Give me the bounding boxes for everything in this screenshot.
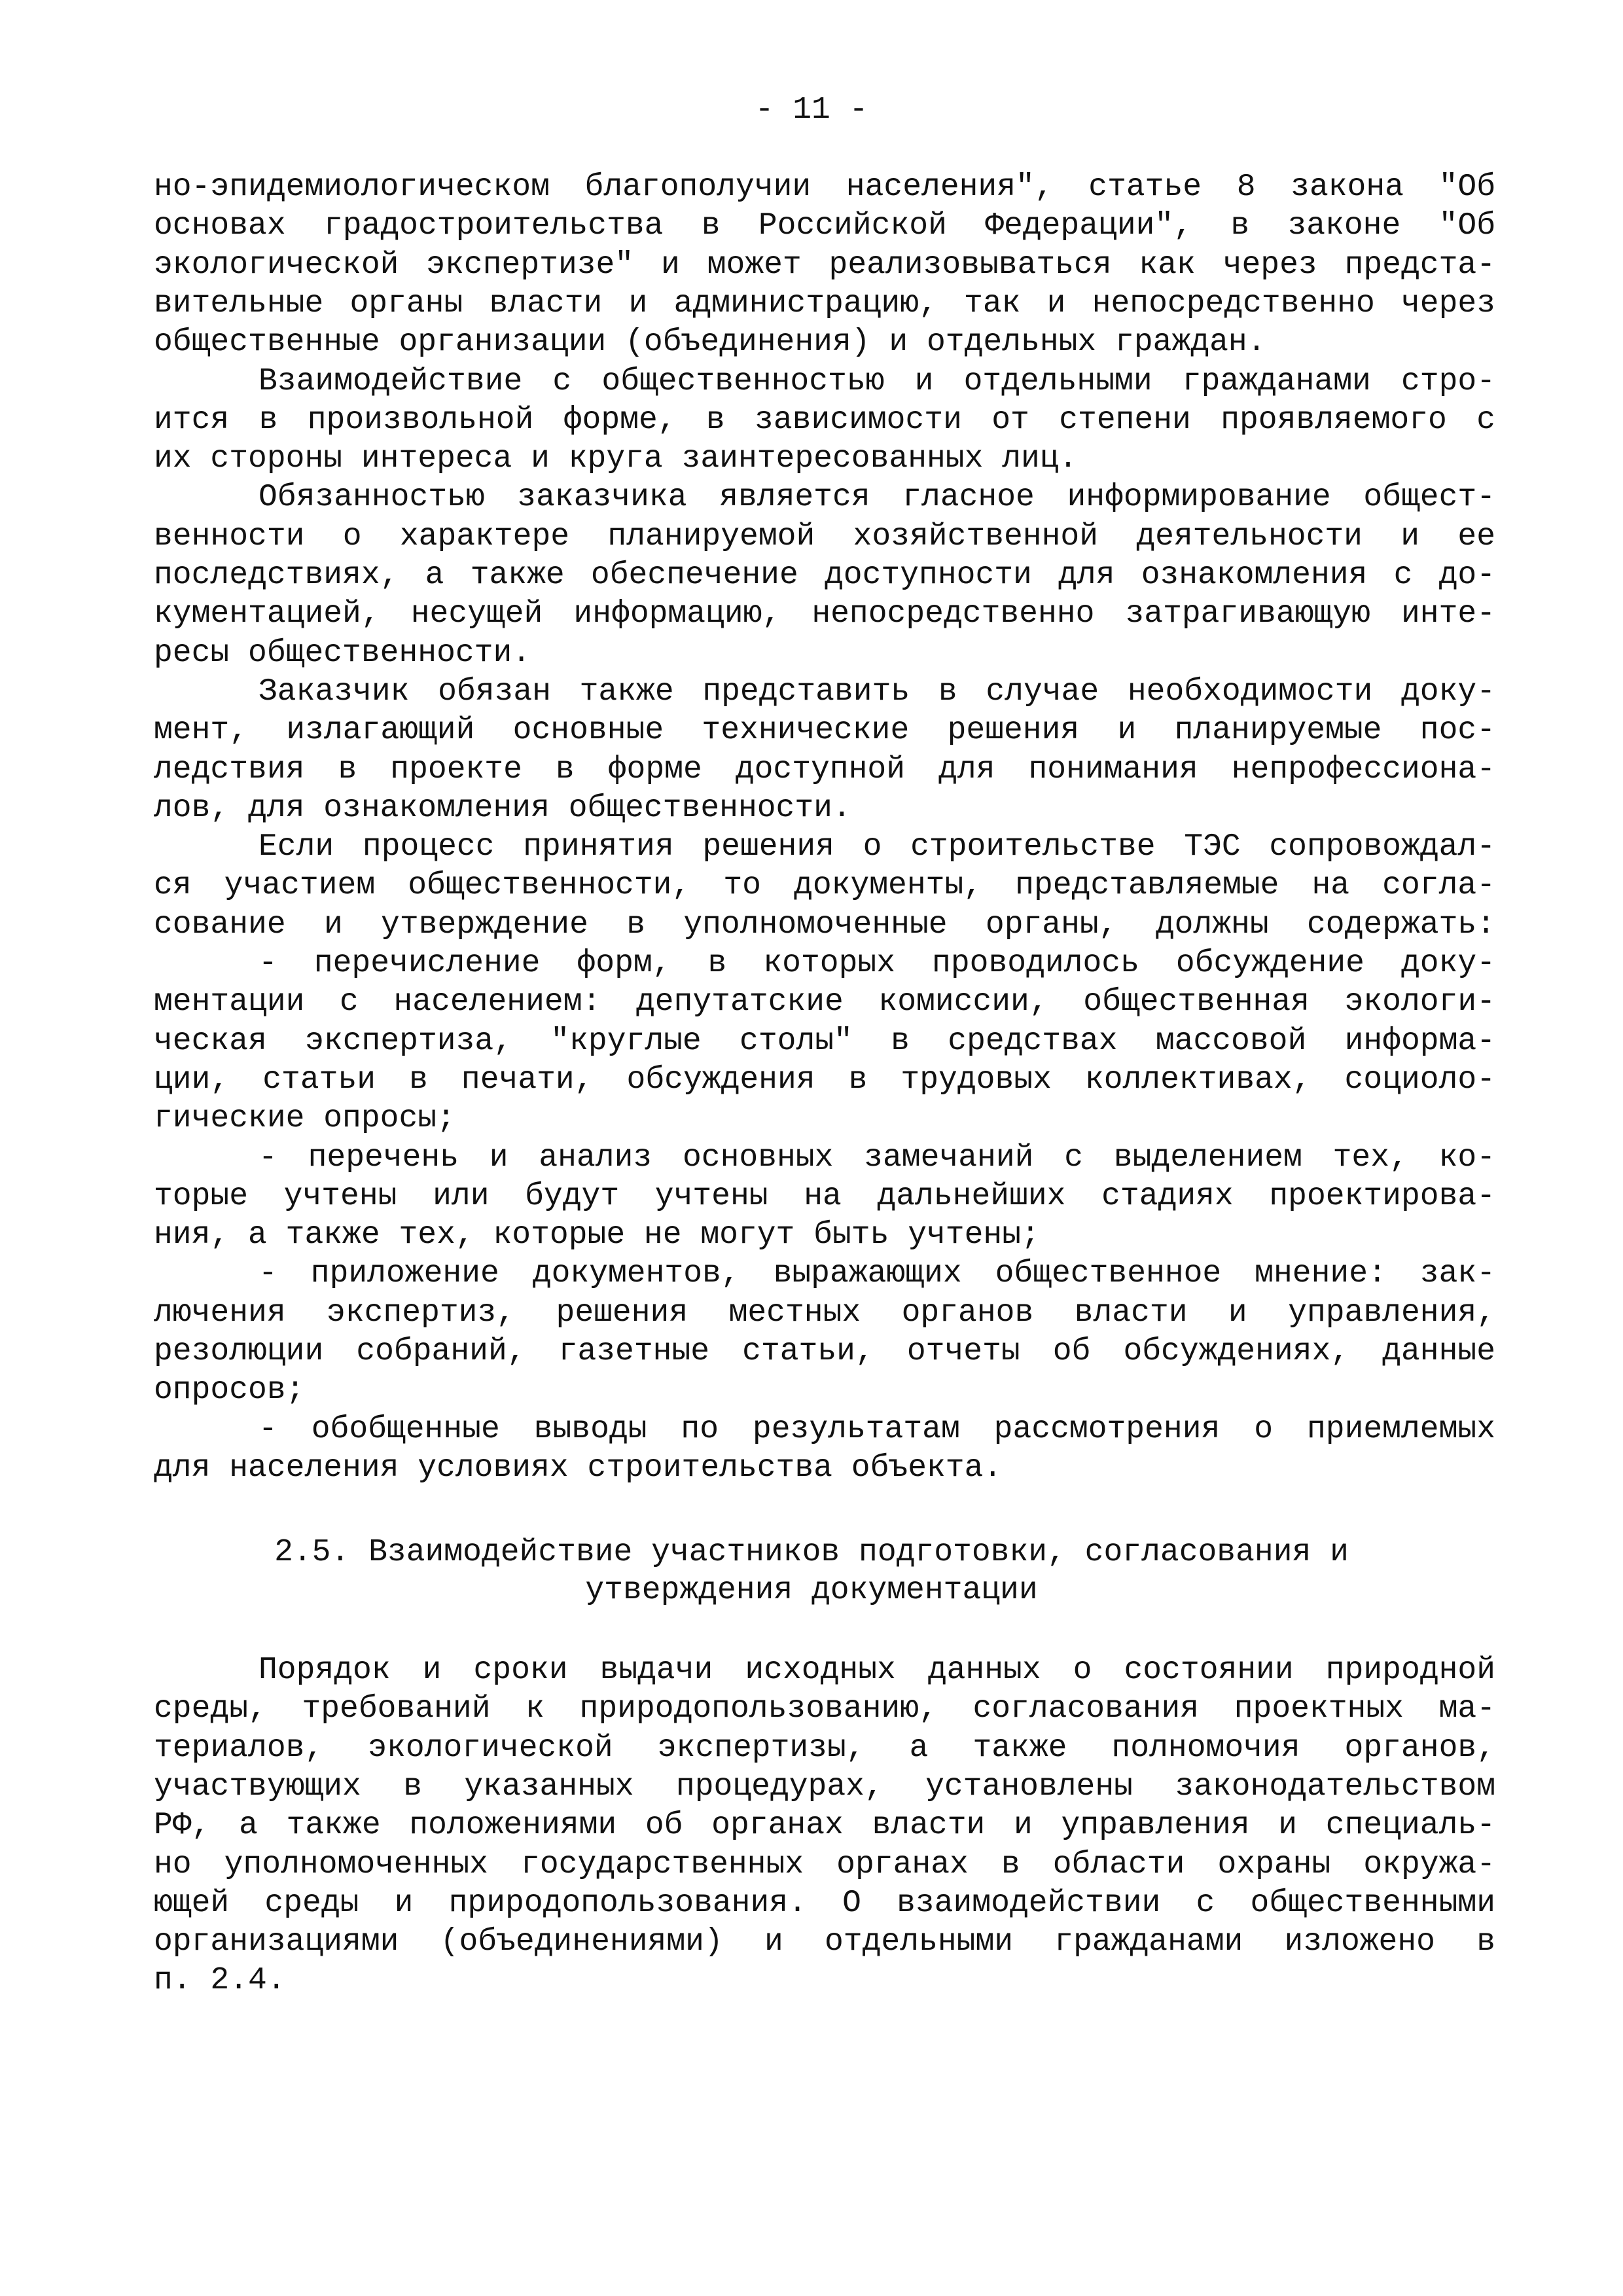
text-line: - приложение документов, выражающих общественное мнение: зак- (259, 1256, 1495, 1292)
text-line: опросов; (154, 1372, 305, 1408)
text-line: последствиях, а также обеспечение доступности для ознакомления с до- (154, 558, 1495, 593)
text-line: вительные органы власти и администрацию, так и непосредственно через (154, 285, 1495, 321)
text-line: гические опросы; (154, 1101, 455, 1137)
text-line: лов, для ознакомления общественности. (154, 790, 851, 826)
text-line: ледствия в проекте в форме доступной для понимания непрофессиона- (154, 751, 1495, 787)
text-line: но уполномоченных государственных органах в области охраны окружа- (154, 1846, 1495, 1882)
text-line: резолюции собраний, газетные статьи, отчеты об обсуждениях, данные (154, 1334, 1495, 1369)
text-line: основах градостроительства в Российской Федерации", в законе "Об (154, 208, 1495, 244)
text-line: РФ, а также положениями об органах власти и управления и специаль- (154, 1808, 1495, 1844)
text-line: ния, а также тех, которые не могут быть учтены; (154, 1217, 1040, 1253)
text-line: торые учтены или будут учтены на дальнейших стадиях проектирова- (154, 1178, 1495, 1214)
text-line: организациями (объединениями) и отдельными гражданами изложено в (154, 1924, 1495, 1960)
text-line: их стороны интереса и круга заинтересованных лиц. (154, 441, 1078, 477)
text-line: - обобщенные выводы по результатам рассмотрения о приемлемых (259, 1411, 1495, 1447)
text-line: ческая экспертиза, "круглые столы" в средствах массовой информа- (154, 1023, 1495, 1059)
text-line: экологической экспертизе" и может реализовываться как через предста- (154, 247, 1495, 283)
text-line: венности о характере планируемой хозяйственной деятельности и ее (154, 518, 1495, 554)
text-line: - перечень и анализ основных замечаний с выделением тех, ко- (259, 1139, 1495, 1175)
text-line: Если процесс принятия решения о строительстве ТЭС сопровождал- (259, 829, 1495, 865)
text-line: Порядок и сроки выдачи исходных данных о состоянии природной (259, 1653, 1495, 1688)
text-line: Обязанностью заказчика является гласное информирование общест- (259, 480, 1495, 516)
text-line: ся участием общественности, то документы, представляемые на согла- (154, 868, 1495, 904)
section-heading-line-1: 2.5. Взаимодействие участников подготовки, согласования и (274, 1535, 1349, 1570)
text-line: ресы общественности. (154, 635, 531, 671)
section-heading-line-2: утверждения документации (585, 1573, 1038, 1608)
text-line: сование и утверждение в уполномоченные органы, должны содержать: (154, 906, 1495, 942)
text-line: п. 2.4. (154, 1963, 286, 1999)
text-line: Взаимодействие с общественностью и отдельными гражданами стро- (259, 363, 1495, 399)
text-line: среды, требований к природопользованию, согласования проектных ма- (154, 1691, 1495, 1727)
text-line: лючения экспертиз, решения местных органов власти и управления, (154, 1295, 1495, 1331)
text-line: ится в произвольной форме, в зависимости от степени проявляемого с (154, 402, 1495, 438)
text-line: но-эпидемиологическом благополучии населения", статье 8 закона "Об (154, 170, 1495, 205)
text-line: Заказчик обязан также представить в случае необходимости доку- (259, 673, 1495, 709)
text-line: - перечисление форм, в которых проводилось обсуждение доку- (259, 946, 1495, 981)
text-line: кументацией, несущей информацию, непосредственно затрагивающую инте- (154, 596, 1495, 632)
text-line: териалов, экологической экспертизы, а также полномочия органов, (154, 1730, 1495, 1766)
text-line: ции, статьи в печати, обсуждения в трудовых коллективах, социоло- (154, 1062, 1495, 1098)
text-line: ющей среды и природопользования. О взаимодействии с общественными (154, 1885, 1495, 1921)
text-line: ментации с населением: депутатские комиссии, общественная экологи- (154, 984, 1495, 1020)
text-line: общественные организации (объединения) и отдельных граждан. (154, 325, 1266, 361)
page-number: - 11 - (755, 92, 868, 128)
text-line: для населения условиях строительства объекта. (154, 1450, 1003, 1486)
text-line: участвующих в указанных процедурах, установлены законодательством (154, 1768, 1495, 1804)
text-line: мент, излагающий основные технические решения и планируемые пос- (154, 713, 1495, 749)
